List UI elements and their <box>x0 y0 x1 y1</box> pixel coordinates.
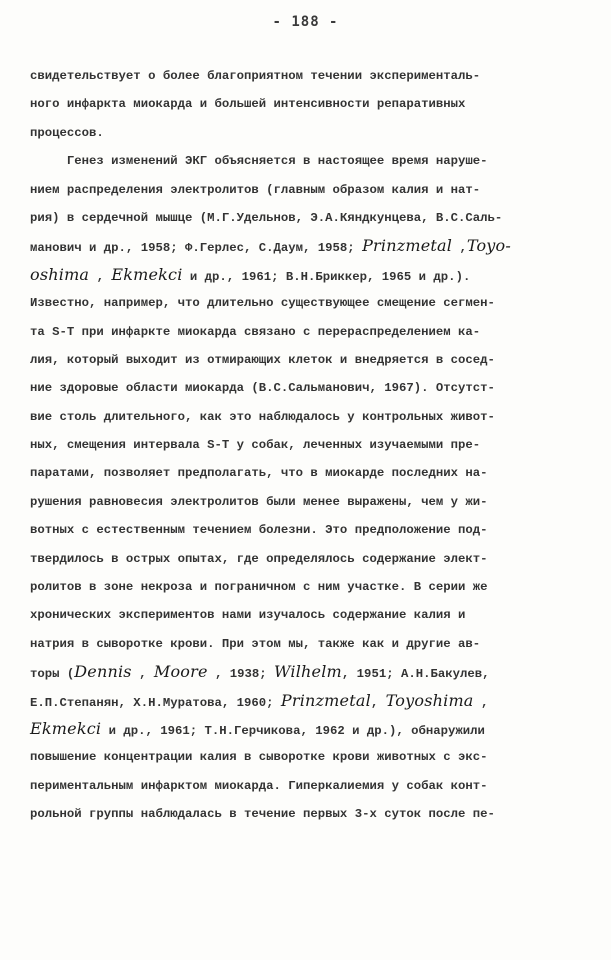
text-line <box>30 204 590 232</box>
typed-text: свидетельствует о более благоприятном течении эксперименталь- <box>30 69 481 83</box>
text-line <box>30 261 590 289</box>
typed-text: лия, который выходит из отмирающих клеток и внедряется в сосед- <box>30 352 495 367</box>
typed-text: , 1938; <box>207 667 275 682</box>
typed-text: твердилось в острых опытах, где определялось содержание элект- <box>30 551 488 566</box>
typed-text: Известно, например, что длительно существующее смещение сегмен- <box>30 296 495 311</box>
typed-text: периментальным инфарктом миокарда. Гиперкалиемия у собак конт- <box>30 778 488 793</box>
text-line <box>30 90 590 118</box>
handwritten-name: Toyo- <box>466 236 511 256</box>
text-line <box>30 119 590 147</box>
typed-text: процессов. <box>30 125 104 140</box>
typed-text: нием распределения электролитов (главным образом калия и нат- <box>30 182 481 197</box>
text-line <box>30 516 590 544</box>
handwritten-name: Prinzmetal <box>280 690 371 710</box>
typed-text: , <box>473 695 489 710</box>
text-line <box>30 62 590 90</box>
handwritten-name: Wilhelm <box>274 662 342 682</box>
text-line <box>30 147 590 175</box>
text-line <box>30 715 590 743</box>
typed-text: манович и др., 1958; Ф.Герлес, С.Даум, 1958; <box>30 241 363 256</box>
body-text <box>30 62 590 829</box>
typed-text: натрия в сыворотке крови. При этом мы, также как и другие ав- <box>30 636 481 651</box>
typed-text: , <box>131 667 154 682</box>
text-line <box>30 374 590 402</box>
typed-text: , <box>89 269 112 284</box>
typed-text: Генез изменений ЭКГ объясняется в настоящее время наруше- <box>30 154 488 169</box>
text-line <box>30 176 590 204</box>
typed-text: торы ( <box>30 667 75 682</box>
typed-text: вотных с естественным течением болезни. Это предположение под- <box>30 523 488 538</box>
text-line <box>30 232 590 260</box>
handwritten-name: Prinzmetal <box>362 236 453 256</box>
text-line <box>30 630 590 658</box>
page-number: - 188 - <box>272 14 339 30</box>
text-line <box>30 772 590 800</box>
handwritten-name: Moore <box>153 662 208 682</box>
typed-text: повышение концентрации калия в сыворотке крови животных с экс- <box>30 750 488 765</box>
text-line <box>30 658 590 686</box>
text-line <box>30 743 590 771</box>
typed-text: рия) в сердечной мышце (М.Г.Удельнов, Э.А.Кяндкунцева, В.С.Саль- <box>30 210 503 225</box>
text-line <box>30 800 590 828</box>
text-line <box>30 687 590 715</box>
text-line <box>30 488 590 516</box>
text-line <box>30 403 590 431</box>
text-line <box>30 573 590 601</box>
text-line <box>30 346 590 374</box>
typed-text: и др., 1961; Т.Н.Герчикова, 1962 и др.), обнаружили <box>101 723 485 738</box>
text-line <box>30 289 590 317</box>
text-line <box>30 545 590 573</box>
handwritten-name: oshima <box>30 264 90 284</box>
typed-text: и др., 1961; В.Н.Бриккер, 1965 и др.). <box>182 269 471 284</box>
typed-text: хронических экспериментов нами изучалось содержание калия и <box>30 608 466 623</box>
typed-text: Е.П.Степанян, Х.Н.Муратова, 1960; <box>30 695 281 710</box>
typed-text: та S-T при инфаркте миокарда связано с перераспределением ка- <box>30 324 481 339</box>
text-line <box>30 601 590 629</box>
handwritten-name: Ekmekci <box>111 264 183 284</box>
handwritten-name: Toyoshima <box>385 690 474 710</box>
typed-text: рольной группы наблюдалась в течение первых 3-х суток после пе- <box>30 807 495 822</box>
typed-text: , <box>370 695 386 710</box>
typed-text: рушения равновесия электролитов были менее выражены, чем у жи- <box>30 494 488 509</box>
typed-text: ных, смещения интервала S-T у собак, леченных изучаемыми пре- <box>30 438 481 453</box>
typed-text: паратами, позволяет предполагать, что в миокарде последних на- <box>30 466 488 481</box>
typed-text: , 1951; А.Н.Бакулев, <box>341 667 490 682</box>
text-line <box>30 459 590 487</box>
typed-text: ролитов в зоне некроза и пограничном с ним участке. В серии же <box>30 580 488 595</box>
text-line <box>30 318 590 346</box>
handwritten-name: Dennis <box>74 662 132 682</box>
typed-text: , <box>452 241 467 256</box>
typed-text: ние здоровые области миокарда (В.С.Сальманович, 1967). Отсутст- <box>30 381 495 396</box>
handwritten-name: Ekmekci <box>30 718 102 738</box>
typed-text: вие столь длительного, как это наблюдалось у контрольных живот- <box>30 409 495 424</box>
typed-text: ного инфаркта миокарда и большей интенсивности репаративных <box>30 97 466 112</box>
text-line <box>30 431 590 459</box>
